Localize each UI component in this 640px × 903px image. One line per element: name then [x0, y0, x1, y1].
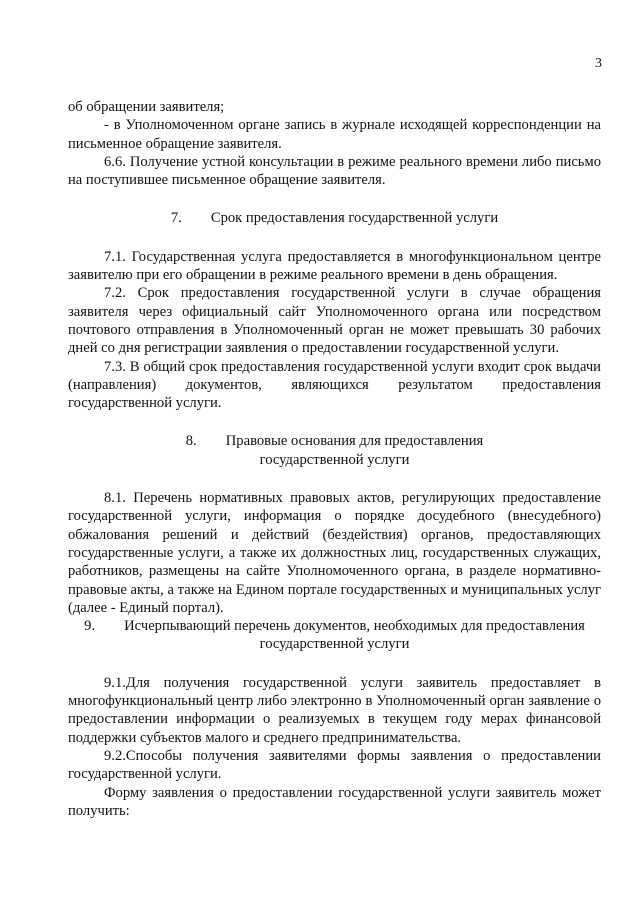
section-number: 9. [84, 618, 96, 635]
section-heading-9 [68, 617, 601, 654]
paragraph: 9.2.Способы получения заявителями формы заявления о предоставлении государственной услуги. [68, 747, 601, 783]
section-heading-8 [68, 432, 601, 469]
section-heading-7 [68, 209, 601, 227]
paragraph: - в Уполномоченном органе запись в журнале исходящей корреспонденции на письменное обращение заявителя. [68, 117, 601, 152]
section-title: Правовые основания для предоставления [225, 433, 484, 450]
document-body [68, 98, 601, 820]
section-title: Исчерпывающий перечень документов, необходимых для предоставления [124, 618, 585, 635]
section-title-line2: государственной услуги [259, 451, 410, 468]
paragraph: Форму заявления о предоставлении государственной услуги заявитель может получить: [68, 784, 601, 819]
section-number: 8. [185, 433, 197, 450]
paragraph: об обращении заявителя; [68, 99, 225, 115]
page-number: 3 [595, 56, 602, 71]
paragraph: 7.1. Государственная услуга предоставляется в многофункциональном центре заявителю при его обращении в режиме реального времени в день обращения. [68, 248, 601, 284]
paragraph: 6.6. Получение устной консультации в режиме реального времени либо письмо на поступившее письменное обращение заявителя. [68, 153, 601, 189]
paragraph: 7.2. Срок предоставления государственной услуги в случае обращения заявителя через официальный сайт Уполномоченного органа или посредством почтового отправления в Уполномоченный орган не может превышать 30 рабочих дней со дня регистрации заявления о предоставлении государственной услуги. [68, 285, 601, 357]
section-number: 7. [170, 210, 182, 227]
paragraph: 7.3. В общий срок предоставления государственной услуги входит срок выдачи (направления) документов, являющихся результатом предоставления государственной услуги. [68, 358, 601, 412]
paragraph: 9.1.Для получения государственной услуги заявитель предоставляет в многофункциональный центр либо электронно в Уполномоченный орган заявление о предоставлении информации о реализуемых в текущем году мерах финансовой поддержки субъектов малого и среднего предпринимательства. [68, 674, 601, 746]
section-title: Срок предоставления государственной услуги [210, 210, 499, 227]
paragraph: 8.1. Перечень нормативных правовых актов, регулирующих предоставление государственной услуги, информация о порядке досудебного (внесудебного) обжалования решений и действий (бездействия) органов, предоставляющих государственные услуги, а также их должностных лиц, государственных служащих, работников, размещены на сайте Уполномоченного органа, в разделе нормативно-правовые акты, а также на Едином портале государственных и муниципальных услуг (далее - Единый портал). [68, 490, 601, 616]
section-title-line2: государственной услуги [259, 636, 410, 653]
